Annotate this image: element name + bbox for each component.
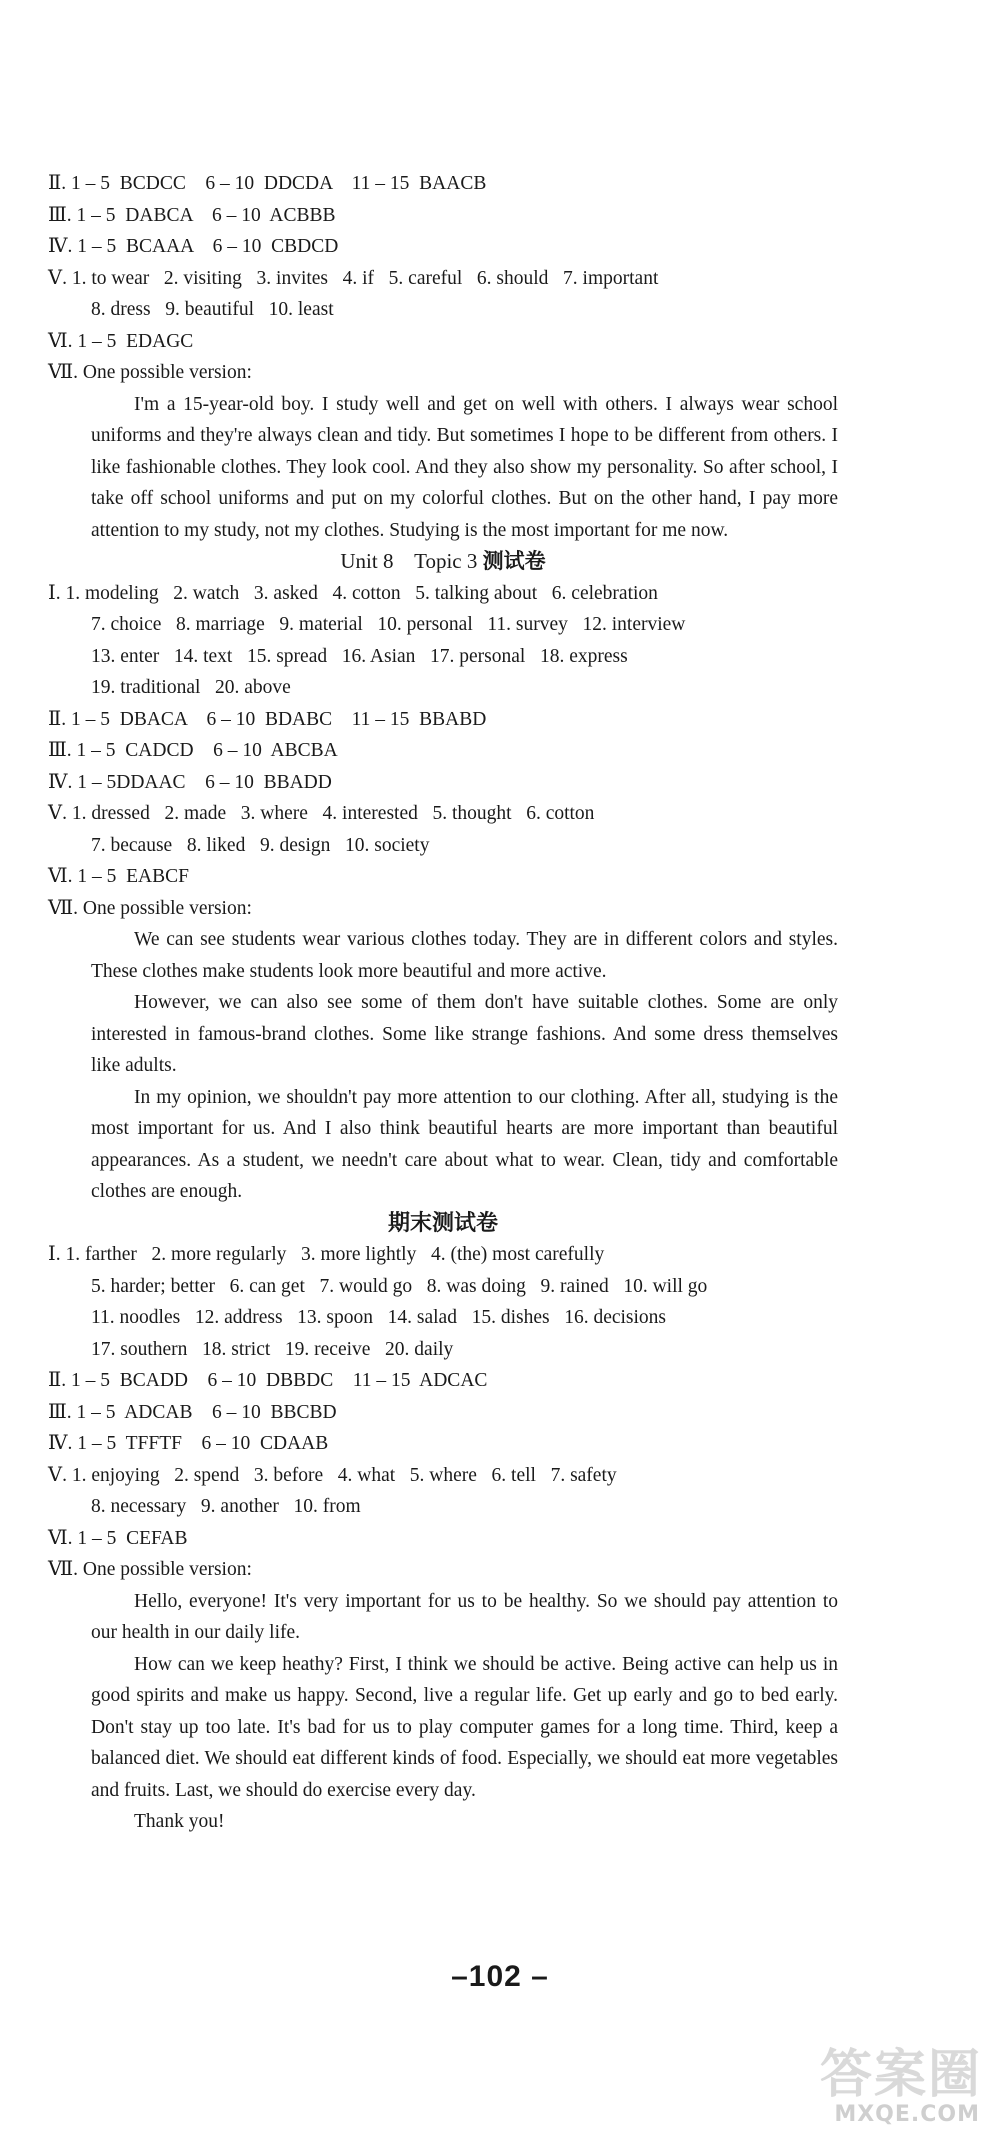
page-content (48, 168, 838, 1838)
answer-line: Ⅳ. 1 – 5 BCAAA 6 – 10 CBDCD (48, 236, 339, 257)
essay-paragraph: How can we keep heathy? First, I think we should be active. Being active can help us in good spirits and make us happy. Second, live a regular life. Get up early and go to bed early. Don't stay up too late. It's bad for us to play computer games for a long time. Third, keep a balanced diet. We should eat different kinds of food. Especially, we should eat more vegetables and fruits. Last, we should do exercise every day. (91, 1653, 838, 1801)
answer-line: Ⅳ. 1 – 5DDAAC 6 – 10 BBADD (48, 771, 332, 793)
answer-line: Ⅶ. One possible version: (48, 897, 252, 919)
section-heading-en: Unit 8 Topic 3 (340, 549, 483, 573)
page-number: –102 – (451, 1960, 549, 1993)
answer-line: Ⅶ. One possible version: (48, 362, 252, 383)
answer-line: Ⅶ. One possible version: (48, 1559, 252, 1580)
essay-paragraph: I'm a 15-year-old boy. I study well and get on well with others. I always wear school uniforms and they're always clean and tidy. But sometimes I hope to be different from others. I like fashionable clothes. They look cool. And they also show my personality. So after school, I take off school uniforms and put on my colorful clothes. But on the other hand, I pay more attention to my study, not my clothes. Studying is the most important for me now. (91, 393, 838, 541)
answer-line: 19. traditional 20. above (91, 677, 291, 698)
site-watermark (692, 2032, 992, 2127)
answer-line: 11. noodles 12. address 13. spoon 14. salad 15. dishes 16. decisions (91, 1307, 667, 1328)
essay-paragraph: In my opinion, we shouldn't pay more attention to our clothing. After all, studying is the most important for us. And I also think beautiful hearts are more important than beautiful appearances. As a student, we needn't care about what to wear. Clean, tidy and comfortable clothes are enough. (91, 1086, 838, 1202)
section-heading: 期末测试卷 (387, 1210, 498, 1236)
essay-paragraph: Hello, everyone! It's very important for us to be healthy. So we should pay attention to our health in our daily life. (91, 1590, 838, 1643)
answer-line: Ⅴ. 1. enjoying 2. spend 3. before 4. what 5. where 6. tell 7. safety (48, 1464, 617, 1486)
answer-line: Ⅱ. 1 – 5 DBACA 6 – 10 BDABC 11 – 15 BBABD (48, 708, 487, 730)
answer-line: Ⅲ. 1 – 5 ADCAB 6 – 10 BBCBD (48, 1401, 337, 1423)
answer-line: Ⅱ. 1 – 5 BCDCC 6 – 10 DDCDA 11 – 15 BAACB (48, 173, 487, 194)
answer-line: 7. because 8. liked 9. design 10. society (91, 834, 430, 856)
answer-line: Ⅰ. 1. farther 2. more regularly 3. more lightly 4. (the) most carefully (48, 1244, 605, 1265)
answer-line: 8. dress 9. beautiful 10. least (91, 299, 334, 320)
watermark-url: MXQE.COM (834, 2102, 980, 2127)
answer-line: 7. choice 8. marriage 9. material 10. personal 11. survey 12. interview (91, 614, 686, 635)
answer-line: 17. southern 18. strict 19. receive 20. daily (91, 1338, 454, 1360)
essay-closing: Thank you! (134, 1811, 225, 1832)
section-heading-cn: 测试卷 (482, 549, 546, 573)
section-heading (48, 546, 838, 578)
answer-line: 13. enter 14. text 15. spread 16. Asian 17. personal 18. express (91, 645, 628, 667)
answer-line: Ⅰ. 1. modeling 2. watch 3. asked 4. cotton 5. talking about 6. celebration (48, 582, 658, 604)
answer-line: Ⅳ. 1 – 5 TFFTF 6 – 10 CDAAB (48, 1433, 329, 1454)
answer-line: Ⅵ. 1 – 5 CEFAB (48, 1527, 188, 1549)
answer-line: 5. harder; better 6. can get 7. would go 8. was doing 9. rained 10. will go (91, 1275, 708, 1297)
essay-paragraph: We can see students wear various clothes today. They are in different colors and styles. These clothes make students look more beautiful and more active. (91, 929, 838, 982)
watermark-logo: 答案圈 (819, 2045, 982, 2105)
answer-line: Ⅵ. 1 – 5 EDAGC (48, 330, 194, 352)
answer-line: Ⅵ. 1 – 5 EABCF (48, 866, 189, 887)
essay-paragraph: However, we can also see some of them don't have suitable clothes. Some are only interested in famous-brand clothes. Some like strange fashions. And some dress themselves like adults. (91, 992, 838, 1076)
answer-line: 8. necessary 9. another 10. from (91, 1496, 361, 1517)
answer-line: Ⅴ. 1. dressed 2. made 3. where 4. interested 5. thought 6. cotton (48, 803, 595, 824)
answer-line: Ⅲ. 1 – 5 CADCD 6 – 10 ABCBA (48, 740, 338, 761)
answer-line: Ⅱ. 1 – 5 BCADD 6 – 10 DBBDC 11 – 15 ADCAC (48, 1370, 488, 1391)
answer-line: Ⅲ. 1 – 5 DABCA 6 – 10 ACBBB (48, 204, 336, 226)
answer-line: Ⅴ. 1. to wear 2. visiting 3. invites 4. if 5. careful 6. should 7. important (48, 267, 659, 289)
